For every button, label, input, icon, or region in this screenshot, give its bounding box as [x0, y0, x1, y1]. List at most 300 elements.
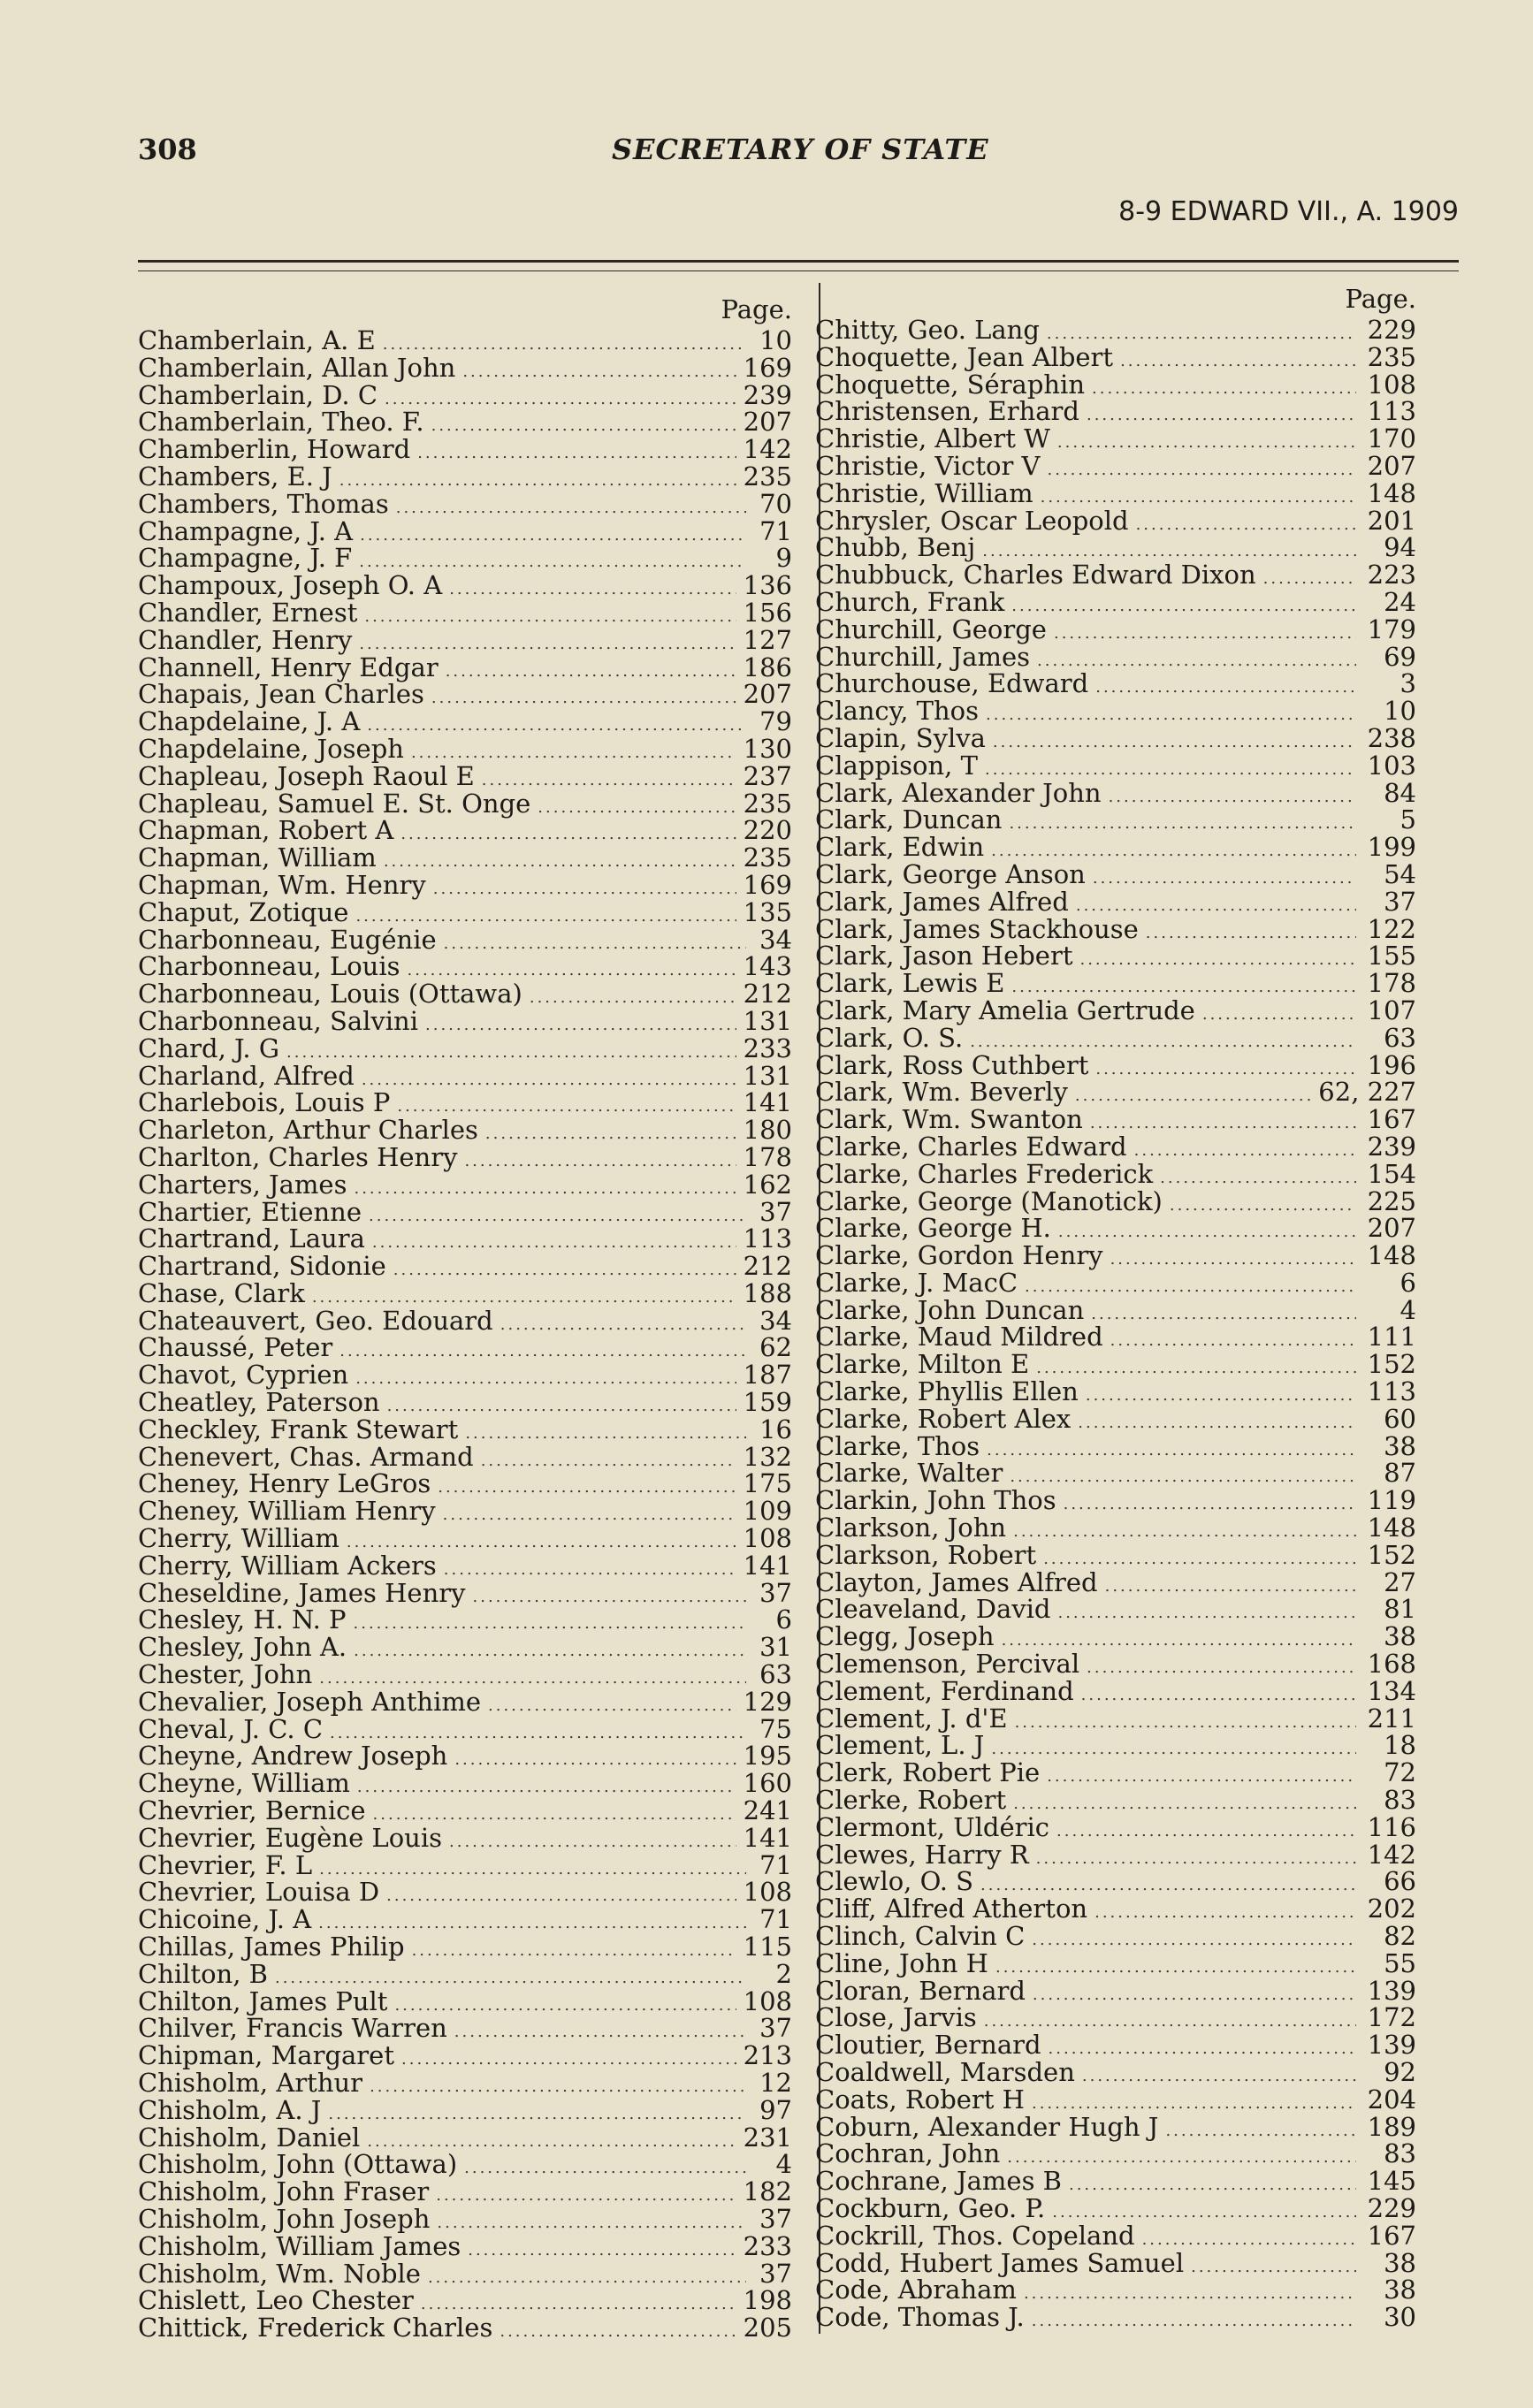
- entry-name: Chapleau, Samuel E. St. Onge: [138, 788, 531, 819]
- entry-name: Church, Frank: [815, 586, 1005, 617]
- entry-page: 130: [743, 733, 792, 764]
- entry-name: Chamberlain, Allan John: [138, 352, 456, 383]
- entry-name: Christie, Victor V: [815, 450, 1041, 481]
- page-column-heading: Page.: [1345, 284, 1416, 314]
- index-entry: [815, 1106, 1416, 1133]
- entry-name: Chevrier, Louisa D: [138, 1877, 380, 1908]
- index-entry: [815, 398, 1416, 425]
- entry-page: 92: [1384, 2057, 1416, 2087]
- entry-page: 60: [1384, 1403, 1416, 1434]
- entry-name: Charbonneau, Eugénie: [138, 924, 437, 955]
- entry-page: 37: [759, 1577, 792, 1608]
- leader-dots: [1110, 1246, 1356, 1274]
- index-entry: [138, 1822, 792, 1853]
- leader-dots: [987, 1437, 1356, 1465]
- entry-page: 24: [1384, 586, 1416, 617]
- index-entry: [815, 697, 1416, 725]
- index-entry: [815, 507, 1416, 535]
- entry-page: 139: [1367, 1975, 1416, 2006]
- index-entry: [138, 1958, 792, 1989]
- index-entry: [138, 1797, 792, 1825]
- entry-page: 37: [759, 1196, 792, 1227]
- entry-name: Charbonneau, Salvini: [138, 1005, 419, 1036]
- entry-page: 237: [743, 760, 792, 791]
- entry-name: Coats, Robert H: [815, 2084, 1025, 2115]
- index-entry: [815, 1215, 1416, 1242]
- entry-page: 202: [1367, 1894, 1416, 1924]
- index-entry: [138, 760, 792, 791]
- index-entry: [815, 1269, 1416, 1297]
- index-entry: [138, 2314, 792, 2342]
- entry-name: Chandler, Ernest: [138, 597, 358, 628]
- leader-dots: [488, 1693, 736, 1720]
- leader-dots: [328, 2101, 746, 2129]
- leader-dots: [431, 413, 736, 440]
- leader-dots: [1263, 566, 1356, 593]
- leader-dots: [355, 1366, 736, 1393]
- entry-page: 145: [1367, 2166, 1416, 2197]
- index-entry: [815, 534, 1416, 561]
- index-entry: [138, 1253, 792, 1280]
- entry-page: 6: [1400, 1267, 1416, 1298]
- leader-dots: [1094, 1900, 1356, 1927]
- index-entry: [815, 2222, 1416, 2250]
- leader-dots: [446, 659, 736, 686]
- entry-name: Choquette, Jean Albert: [815, 341, 1114, 372]
- leader-dots: [437, 2210, 746, 2237]
- entry-name: Cochrane, James B: [815, 2166, 1062, 2197]
- entry-page: 179: [1367, 613, 1416, 644]
- entry-name: Clark, James Alfred: [815, 886, 1069, 917]
- index-entry: [138, 1525, 792, 1552]
- entry-page: 225: [1367, 1185, 1416, 1216]
- leader-dots: [357, 1774, 736, 1802]
- entry-page: 69: [1384, 641, 1416, 672]
- entry-name: Chubbuck, Charles Edward Dixon: [815, 560, 1256, 591]
- entry-name: Champagne, J. F: [138, 543, 353, 574]
- entry-page: 37: [759, 2258, 792, 2289]
- entry-page: 155: [1367, 941, 1416, 972]
- entry-name: Cheyne, William: [138, 1768, 350, 1799]
- entry-name: Chisholm, John Joseph: [138, 2203, 431, 2234]
- entry-name: Chaussé, Peter: [138, 1332, 333, 1363]
- index-entry: [138, 1277, 792, 1308]
- index-entry: [138, 408, 792, 436]
- entry-page: 235: [743, 842, 792, 873]
- index-entry: [138, 379, 792, 410]
- entry-name: Chaput, Zotique: [138, 896, 349, 927]
- entry-page: 71: [759, 1849, 792, 1880]
- entry-name: Chapais, Jean Charles: [138, 679, 424, 710]
- entry-page: 198: [743, 2285, 792, 2316]
- index-entry: [138, 1606, 792, 1634]
- leader-dots: [385, 386, 736, 414]
- index-entry: [815, 777, 1416, 808]
- leader-dots: [1109, 784, 1356, 812]
- leader-dots: [1095, 674, 1356, 702]
- index-entry: [138, 1497, 792, 1525]
- index-entry: [815, 586, 1416, 617]
- entry-page: 131: [743, 1060, 792, 1091]
- entry-page: 195: [743, 1741, 792, 1772]
- index-entry: [815, 450, 1416, 481]
- leader-dots: [1095, 1056, 1356, 1084]
- entry-name: Chartrand, Laura: [138, 1223, 365, 1254]
- entry-page: 239: [743, 379, 792, 410]
- leader-dots: [370, 2074, 746, 2101]
- entry-name: Chitty, Geo. Lang: [815, 315, 1040, 345]
- index-entry: [138, 708, 792, 735]
- index-entry: [815, 2059, 1416, 2086]
- entry-page: 94: [1384, 532, 1416, 563]
- index-entry: [815, 2086, 1416, 2114]
- entry-page: 12: [759, 2068, 792, 2098]
- leader-dots: [1087, 1655, 1356, 1682]
- index-entry: [138, 2094, 792, 2125]
- index-entry: [815, 2004, 1416, 2031]
- index-entry: [815, 613, 1416, 644]
- entry-name: Chapman, Wm. Henry: [138, 869, 426, 900]
- leader-dots: [993, 729, 1356, 757]
- entry-name: Clark, Jason Hebert: [815, 941, 1073, 972]
- entry-page: 127: [743, 624, 792, 655]
- entry-name: Channell, Henry Edgar: [138, 652, 439, 682]
- index-entry: [138, 1878, 792, 1906]
- entry-page: 207: [743, 407, 792, 438]
- index-entry: [138, 1441, 792, 1472]
- entry-page: 175: [743, 1468, 792, 1499]
- index-entry: [815, 1294, 1416, 1325]
- index-entry: [815, 1049, 1416, 1080]
- entry-name: Clark, Lewis E: [815, 968, 1005, 999]
- entry-name: Chandler, Henry: [138, 624, 353, 655]
- entry-page: 111: [1367, 1322, 1416, 1353]
- entry-page: 81: [1384, 1594, 1416, 1625]
- entry-name: Chisholm, A. J: [138, 2094, 322, 2125]
- entry-name: Chrysler, Oscar Leopold: [815, 505, 1129, 536]
- entry-page: 79: [759, 706, 792, 737]
- entry-name: Clewes, Harry R: [815, 1839, 1029, 1870]
- leader-dots: [1079, 947, 1356, 974]
- leader-dots: [339, 1338, 746, 1366]
- entry-page: 199: [1367, 832, 1416, 863]
- entry-page: 108: [743, 1877, 792, 1908]
- entry-name: Cheney, William Henry: [138, 1496, 436, 1527]
- entry-page: 62, 227: [1318, 1077, 1416, 1108]
- index-entry: [815, 858, 1416, 889]
- entry-name: Clarke, Phyllis Ellen: [815, 1376, 1079, 1407]
- entry-name: Chesley, H. N. P: [138, 1604, 347, 1635]
- index-entry: [815, 1242, 1416, 1269]
- entry-name: Charleton, Arthur Charles: [138, 1115, 478, 1146]
- index-entry: [815, 752, 1416, 780]
- leader-dots: [538, 795, 736, 822]
- entry-name: Chambers, Thomas: [138, 488, 389, 519]
- entry-page: 16: [759, 1414, 792, 1444]
- entry-name: Chisholm, John Fraser: [138, 2176, 430, 2207]
- entry-name: Cloutier, Bernard: [815, 2030, 1041, 2061]
- index-entry: [138, 1389, 792, 1416]
- index-entry: [815, 1539, 1416, 1570]
- entry-page: 211: [1367, 1703, 1416, 1734]
- entry-name: Chamberlin, Howard: [138, 434, 411, 465]
- index-entry: [138, 1225, 792, 1253]
- leader-dots: [372, 1230, 736, 1257]
- leader-dots: [995, 1955, 1356, 1982]
- index-entry: [815, 1403, 1416, 1434]
- leader-dots: [362, 1067, 736, 1094]
- entry-page: 83: [1384, 2138, 1416, 2169]
- index-entry: [138, 1196, 792, 1227]
- entry-page: 83: [1384, 1785, 1416, 1816]
- index-entry: [815, 641, 1416, 672]
- leader-dots: [1075, 1083, 1311, 1110]
- leader-dots: [1057, 1600, 1356, 1627]
- leader-dots: [1047, 1764, 1356, 1791]
- entry-page: 148: [1367, 477, 1416, 508]
- entry-page: 103: [1367, 750, 1416, 781]
- entry-page: 207: [743, 679, 792, 710]
- leader-dots: [500, 1312, 746, 1339]
- entry-name: Code, Abraham: [815, 2275, 1017, 2305]
- entry-name: Chamberlain, D. C: [138, 379, 378, 410]
- entry-name: Chapleau, Joseph Raoul E: [138, 760, 475, 791]
- entry-name: Clancy, Thos: [815, 696, 980, 727]
- index-entry: [138, 2015, 792, 2042]
- leader-dots: [339, 468, 736, 495]
- index-entry: [815, 1566, 1416, 1597]
- index-entry: [815, 1351, 1416, 1378]
- entry-page: 34: [759, 924, 792, 955]
- entry-name: Charlebois, Louis P: [138, 1087, 391, 1118]
- entry-page: 178: [743, 1141, 792, 1172]
- entry-page: 38: [1384, 1621, 1416, 1652]
- index-entry: [138, 1361, 792, 1389]
- entry-name: Clarke, Gordon Henry: [815, 1240, 1103, 1271]
- entry-name: Chesley, John A.: [138, 1632, 347, 1663]
- right-index-column: [815, 281, 1416, 2331]
- entry-page: 109: [743, 1496, 792, 1527]
- entry-page: 141: [743, 1550, 792, 1581]
- entry-name: Clarke, Thos: [815, 1430, 980, 1461]
- entry-name: Chisholm, Daniel: [138, 2122, 361, 2153]
- entry-page: 141: [743, 1087, 792, 1118]
- index-entry: [815, 1078, 1416, 1106]
- entry-name: Chapman, Robert A: [138, 815, 394, 846]
- entry-name: Chapdelaine, J. A: [138, 706, 361, 737]
- index-entry: [138, 790, 792, 818]
- entry-page: 9: [775, 543, 792, 574]
- index-entry: [815, 2304, 1416, 2331]
- entry-name: Clark, James Stackhouse: [815, 913, 1139, 944]
- leader-dots: [1082, 2063, 1356, 2091]
- leader-dots: [530, 985, 736, 1012]
- entry-name: Chisholm, Wm. Noble: [138, 2258, 421, 2289]
- index-entry: [815, 1977, 1416, 2005]
- entry-name: Chambers, E. J: [138, 461, 332, 492]
- entry-name: Chavot, Cyprien: [138, 1360, 349, 1391]
- entry-page: 188: [743, 1277, 792, 1308]
- entry-name: Clarke, Walter: [815, 1458, 1003, 1489]
- entry-name: Clark, Duncan: [815, 804, 1003, 835]
- index-entry: [138, 1713, 792, 1744]
- entry-name: Cockrill, Thos. Copeland: [815, 2220, 1135, 2251]
- index-entry: [138, 2042, 792, 2069]
- entry-name: Chilton, B: [138, 1958, 268, 1989]
- entry-page: 5: [1400, 804, 1416, 835]
- leader-dots: [428, 2265, 746, 2292]
- index-entry: [815, 1811, 1416, 1842]
- entry-name: Clarke, John Duncan: [815, 1294, 1085, 1325]
- entry-page: 143: [743, 951, 792, 982]
- entry-page: 196: [1367, 1049, 1416, 1080]
- index-entry: [138, 327, 792, 354]
- leader-dots: [393, 1257, 736, 1284]
- leader-dots: [500, 2319, 736, 2346]
- leader-dots: [431, 685, 736, 712]
- entry-page: 160: [743, 1768, 792, 1799]
- leader-dots: [319, 1856, 746, 1884]
- leader-dots: [1054, 621, 1356, 648]
- leader-dots: [1013, 1519, 1356, 1546]
- entry-page: 54: [1384, 858, 1416, 889]
- leader-dots: [1120, 348, 1356, 376]
- leader-dots: [1048, 457, 1356, 484]
- leader-dots: [1011, 593, 1356, 621]
- index-entry: [138, 1849, 792, 1880]
- index-entry: [815, 1623, 1416, 1650]
- index-entry: [138, 1005, 792, 1036]
- entry-page: 169: [743, 869, 792, 900]
- entry-page: 207: [1367, 450, 1416, 481]
- leader-dots: [1146, 920, 1356, 948]
- entry-name: Chislett, Leo Chester: [138, 2285, 414, 2316]
- index-entry: [815, 2192, 1416, 2223]
- entry-name: Clarkin, John Thos: [815, 1485, 1056, 1516]
- entry-page: 186: [743, 652, 792, 682]
- entry-page: 233: [743, 1033, 792, 1063]
- entry-page: 63: [759, 1659, 792, 1690]
- entry-name: Chartrand, Sidonie: [138, 1251, 386, 1282]
- entry-name: Clark, Edwin: [815, 832, 985, 863]
- entry-page: 172: [1367, 2002, 1416, 2033]
- entry-name: Clark, Ross Cuthbert: [815, 1049, 1089, 1080]
- entry-page: 108: [743, 1523, 792, 1554]
- leader-dots: [1057, 430, 1356, 457]
- entry-name: Clement, L. J: [815, 1730, 985, 1761]
- index-entry: [815, 1841, 1416, 1869]
- entry-name: Choquette, Séraphin: [815, 369, 1086, 400]
- index-entry: [815, 1759, 1416, 1787]
- leader-dots: [438, 1475, 736, 1502]
- entry-name: Chartier, Etienne: [138, 1196, 362, 1227]
- entry-name: Cleaveland, David: [815, 1594, 1051, 1625]
- index-entry: [138, 953, 792, 980]
- index-entry: [815, 970, 1416, 997]
- leader-dots: [354, 1611, 746, 1638]
- entry-page: 6: [775, 1604, 792, 1635]
- entry-name: Coburn, Alexander Hugh J: [815, 2111, 1159, 2142]
- index-entry: [815, 561, 1416, 589]
- entry-page: 134: [1367, 1675, 1416, 1706]
- entry-page: 37: [1384, 886, 1416, 917]
- entry-page: 10: [1384, 696, 1416, 727]
- index-entry: [138, 515, 792, 546]
- entry-page: 229: [1367, 315, 1416, 345]
- index-entry: [815, 1514, 1416, 1542]
- index-entry: [815, 1868, 1416, 1895]
- entry-page: 10: [759, 325, 792, 355]
- entry-page: 213: [743, 2040, 792, 2071]
- entry-name: Chilton, James Pult: [138, 1985, 388, 2016]
- entry-page: 108: [743, 1985, 792, 2016]
- leader-dots: [991, 1736, 1356, 1764]
- entry-page: 154: [1367, 1158, 1416, 1189]
- leader-dots: [354, 1638, 746, 1665]
- entry-page: 212: [743, 979, 792, 1010]
- entry-page: 233: [743, 2230, 792, 2261]
- entry-name: Cliff, Alfred Atherton: [815, 1894, 1088, 1924]
- entry-page: 241: [743, 1795, 792, 1826]
- index-entry: [815, 834, 1416, 861]
- index-entry: [815, 942, 1416, 970]
- entry-page: 82: [1384, 1921, 1416, 1952]
- index-entry: [138, 980, 792, 1008]
- leader-dots: [433, 876, 736, 903]
- entry-page: 148: [1367, 1240, 1416, 1271]
- leader-dots: [465, 1421, 746, 1448]
- index-entry: [138, 572, 792, 599]
- entry-page: 156: [743, 597, 792, 628]
- entry-page: 168: [1367, 1649, 1416, 1680]
- index-entry: [815, 2111, 1416, 2142]
- entry-name: Chisholm, William James: [138, 2230, 461, 2261]
- entry-name: Clarke, Charles Edward: [815, 1131, 1127, 1162]
- entry-name: Chevrier, Eugène Louis: [138, 1822, 443, 1853]
- entry-name: Chapdelaine, Joseph: [138, 733, 404, 764]
- entry-page: 229: [1367, 2192, 1416, 2223]
- entry-name: Clark, George Anson: [815, 858, 1086, 889]
- entry-page: 182: [743, 2176, 792, 2207]
- leader-dots: [1093, 865, 1356, 893]
- entry-name: Christie, William: [815, 477, 1033, 508]
- index-entry: [138, 1688, 792, 1716]
- index-entry: [138, 599, 792, 627]
- leader-dots: [425, 1012, 736, 1040]
- entry-page: 122: [1367, 913, 1416, 944]
- leader-dots: [454, 2019, 746, 2046]
- leader-dots: [1036, 1355, 1356, 1383]
- leader-dots: [1134, 1138, 1356, 1165]
- entry-name: Clarke, J. MacC: [815, 1267, 1018, 1298]
- index-entry: [815, 994, 1416, 1025]
- entry-page: 207: [1367, 1213, 1416, 1244]
- entry-page: 116: [1367, 1811, 1416, 1842]
- entry-page: 38: [1384, 2247, 1416, 2278]
- leader-dots: [473, 1584, 746, 1612]
- index-entry: [815, 316, 1416, 344]
- entry-page: 108: [1367, 369, 1416, 400]
- entry-page: 119: [1367, 1485, 1416, 1516]
- entry-name: Chateauvert, Geo. Edouard: [138, 1305, 493, 1336]
- entry-page: 4: [1400, 1294, 1416, 1325]
- leader-dots: [468, 2237, 736, 2265]
- leader-dots: [1078, 1410, 1356, 1437]
- leader-dots: [454, 1747, 736, 1774]
- index-entry: [815, 806, 1416, 834]
- index-entry: [815, 670, 1416, 697]
- entry-page: 38: [1384, 2275, 1416, 2305]
